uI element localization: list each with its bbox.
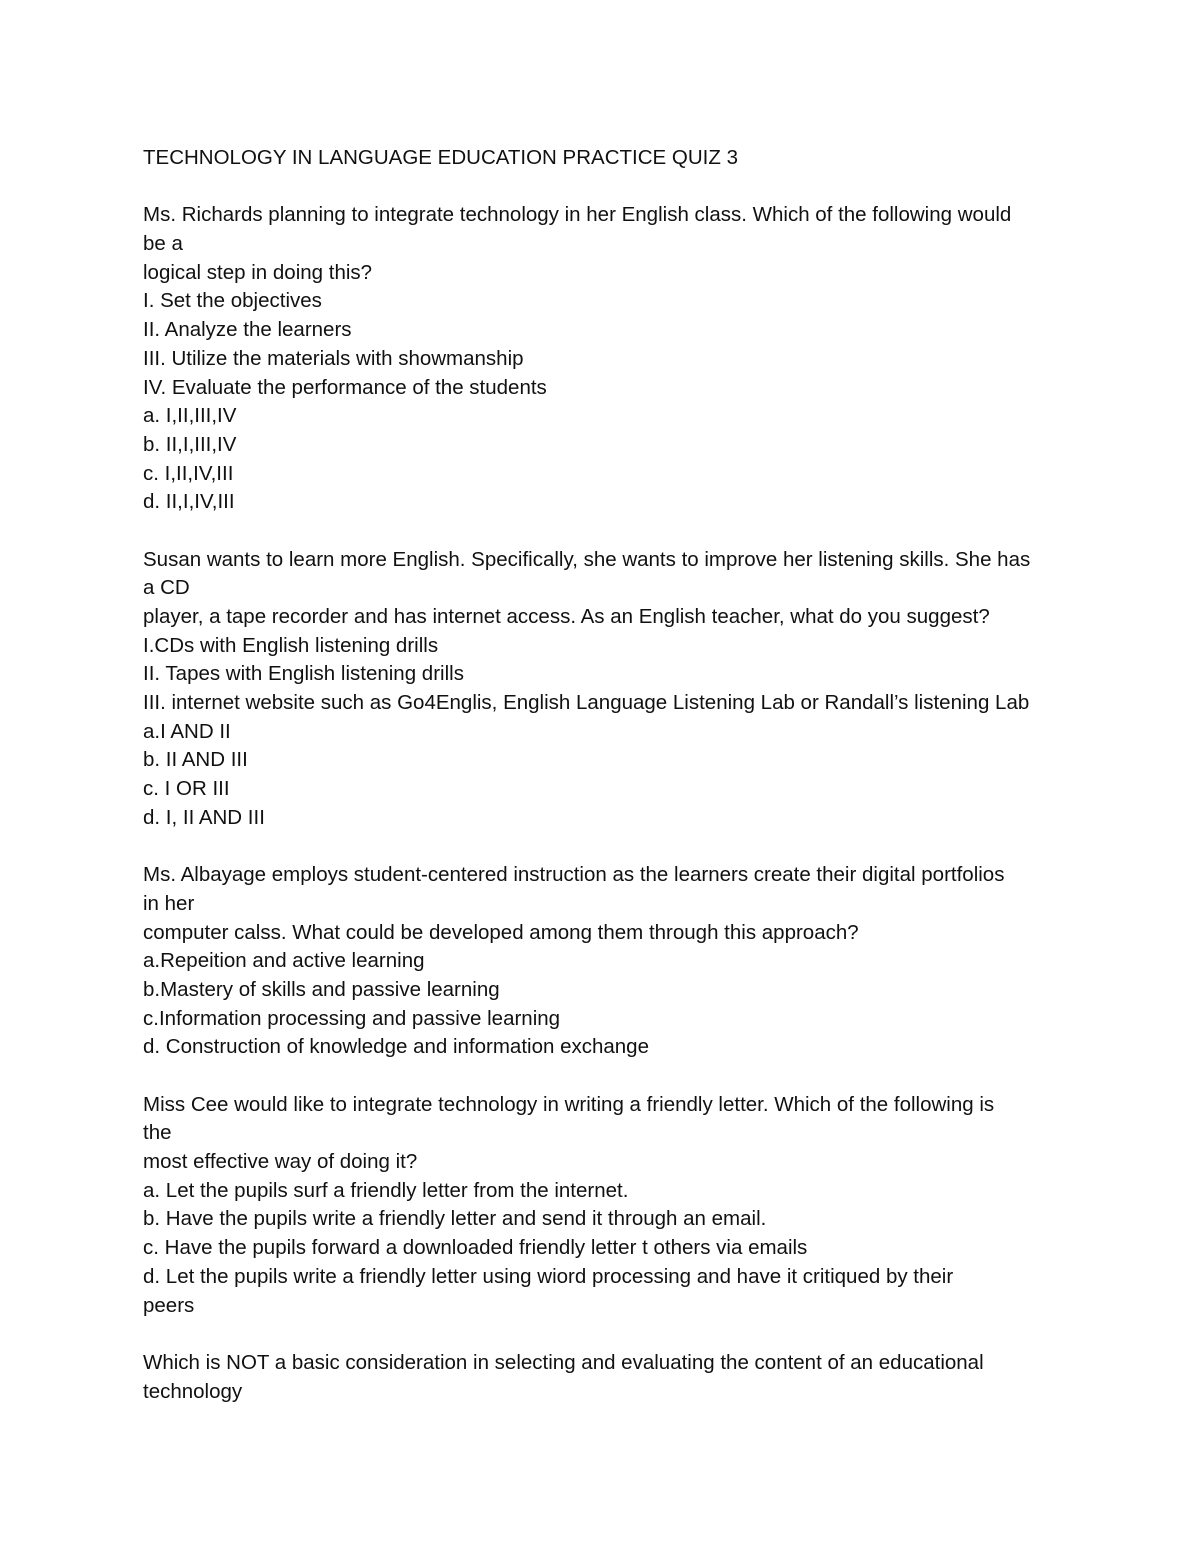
question-line: b. II AND III [143, 748, 248, 772]
question-line: b. II,I,III,IV [143, 432, 237, 456]
question-line: technology [143, 1379, 243, 1403]
question-line: a.I AND II [143, 719, 231, 743]
spacer [143, 517, 1068, 546]
question-line: Which is NOT a basic consideration in selecting and evaluating the content of an educational [143, 1350, 984, 1374]
question-line: a.Repeition and active learning [143, 949, 425, 973]
question-line: d. I, II AND III [143, 805, 265, 829]
question-line: I.CDs with English listening drills [143, 633, 439, 657]
question-line: d. Construction of knowledge and information exchange [143, 1035, 649, 1059]
question-line: I. Set the objectives [143, 289, 322, 313]
question-line: computer calss. What could be developed among them through this approach? [143, 920, 859, 944]
question-list [143, 201, 1068, 1406]
question-line: III. Utilize the materials with showmanship [143, 346, 524, 370]
question-line: c. Have the pupils forward a downloaded friendly letter t others via emails [143, 1236, 808, 1260]
question-block [143, 546, 1068, 833]
question-line: Ms. Richards planning to integrate technology in her English class. Which of the following would [143, 203, 1012, 227]
question-line: be a [143, 232, 183, 256]
question-line: in her [143, 891, 195, 915]
question-line: player, a tape recorder and has internet access. As an English teacher, what do you suggest? [143, 605, 990, 628]
question-block [143, 861, 1068, 1062]
question-line: d. II,I,IV,III [143, 490, 235, 514]
question-line: a CD [143, 576, 190, 600]
question-line: Susan wants to learn more English. Specifically, she wants to improve her listening skills. She has [143, 547, 1031, 571]
question-block [143, 201, 1068, 517]
spacer [143, 173, 1068, 202]
question-line: c. I OR III [143, 777, 230, 801]
spacer [143, 833, 1068, 862]
question-line: II. Analyze the learners [143, 318, 352, 342]
question-line: II. Tapes with English listening drills [143, 662, 464, 686]
question-line: c. I,II,IV,III [143, 461, 234, 485]
document-title: TECHNOLOGY IN LANGUAGE EDUCATION PRACTICE QUIZ 3 [143, 146, 738, 169]
question-block [143, 1091, 1068, 1321]
question-line: b. Have the pupils write a friendly letter and send it through an email. [143, 1207, 767, 1231]
question-line: d. Let the pupils write a friendly letter using wiord processing and have it critiqued by their [143, 1264, 954, 1288]
question-block [143, 1349, 1068, 1406]
question-line: c.Information processing and passive learning [143, 1006, 561, 1030]
question-line: Ms. Albayage employs student-centered instruction as the learners create their digital portfolios [143, 863, 1005, 887]
question-line: a. I,II,III,IV [143, 404, 237, 428]
question-line: logical step in doing this? [143, 260, 373, 284]
question-line: peers [143, 1293, 195, 1317]
question-line: the [143, 1121, 172, 1145]
question-line: IV. Evaluate the performance of the students [143, 375, 547, 399]
question-line: Miss Cee would like to integrate technology in writing a friendly letter. Which of the following is [143, 1092, 995, 1116]
spacer [143, 1062, 1068, 1091]
question-line: b.Mastery of skills and passive learning [143, 977, 500, 1001]
question-line: most effective way of doing it? [143, 1150, 418, 1174]
question-line: a. Let the pupils surf a friendly letter from the internet. [143, 1178, 629, 1202]
document-body [143, 144, 1068, 1406]
question-line: III. internet website such as Go4Englis, English Language Listening Lab or Randall’s listening Lab [143, 691, 1030, 715]
spacer [143, 1320, 1068, 1349]
